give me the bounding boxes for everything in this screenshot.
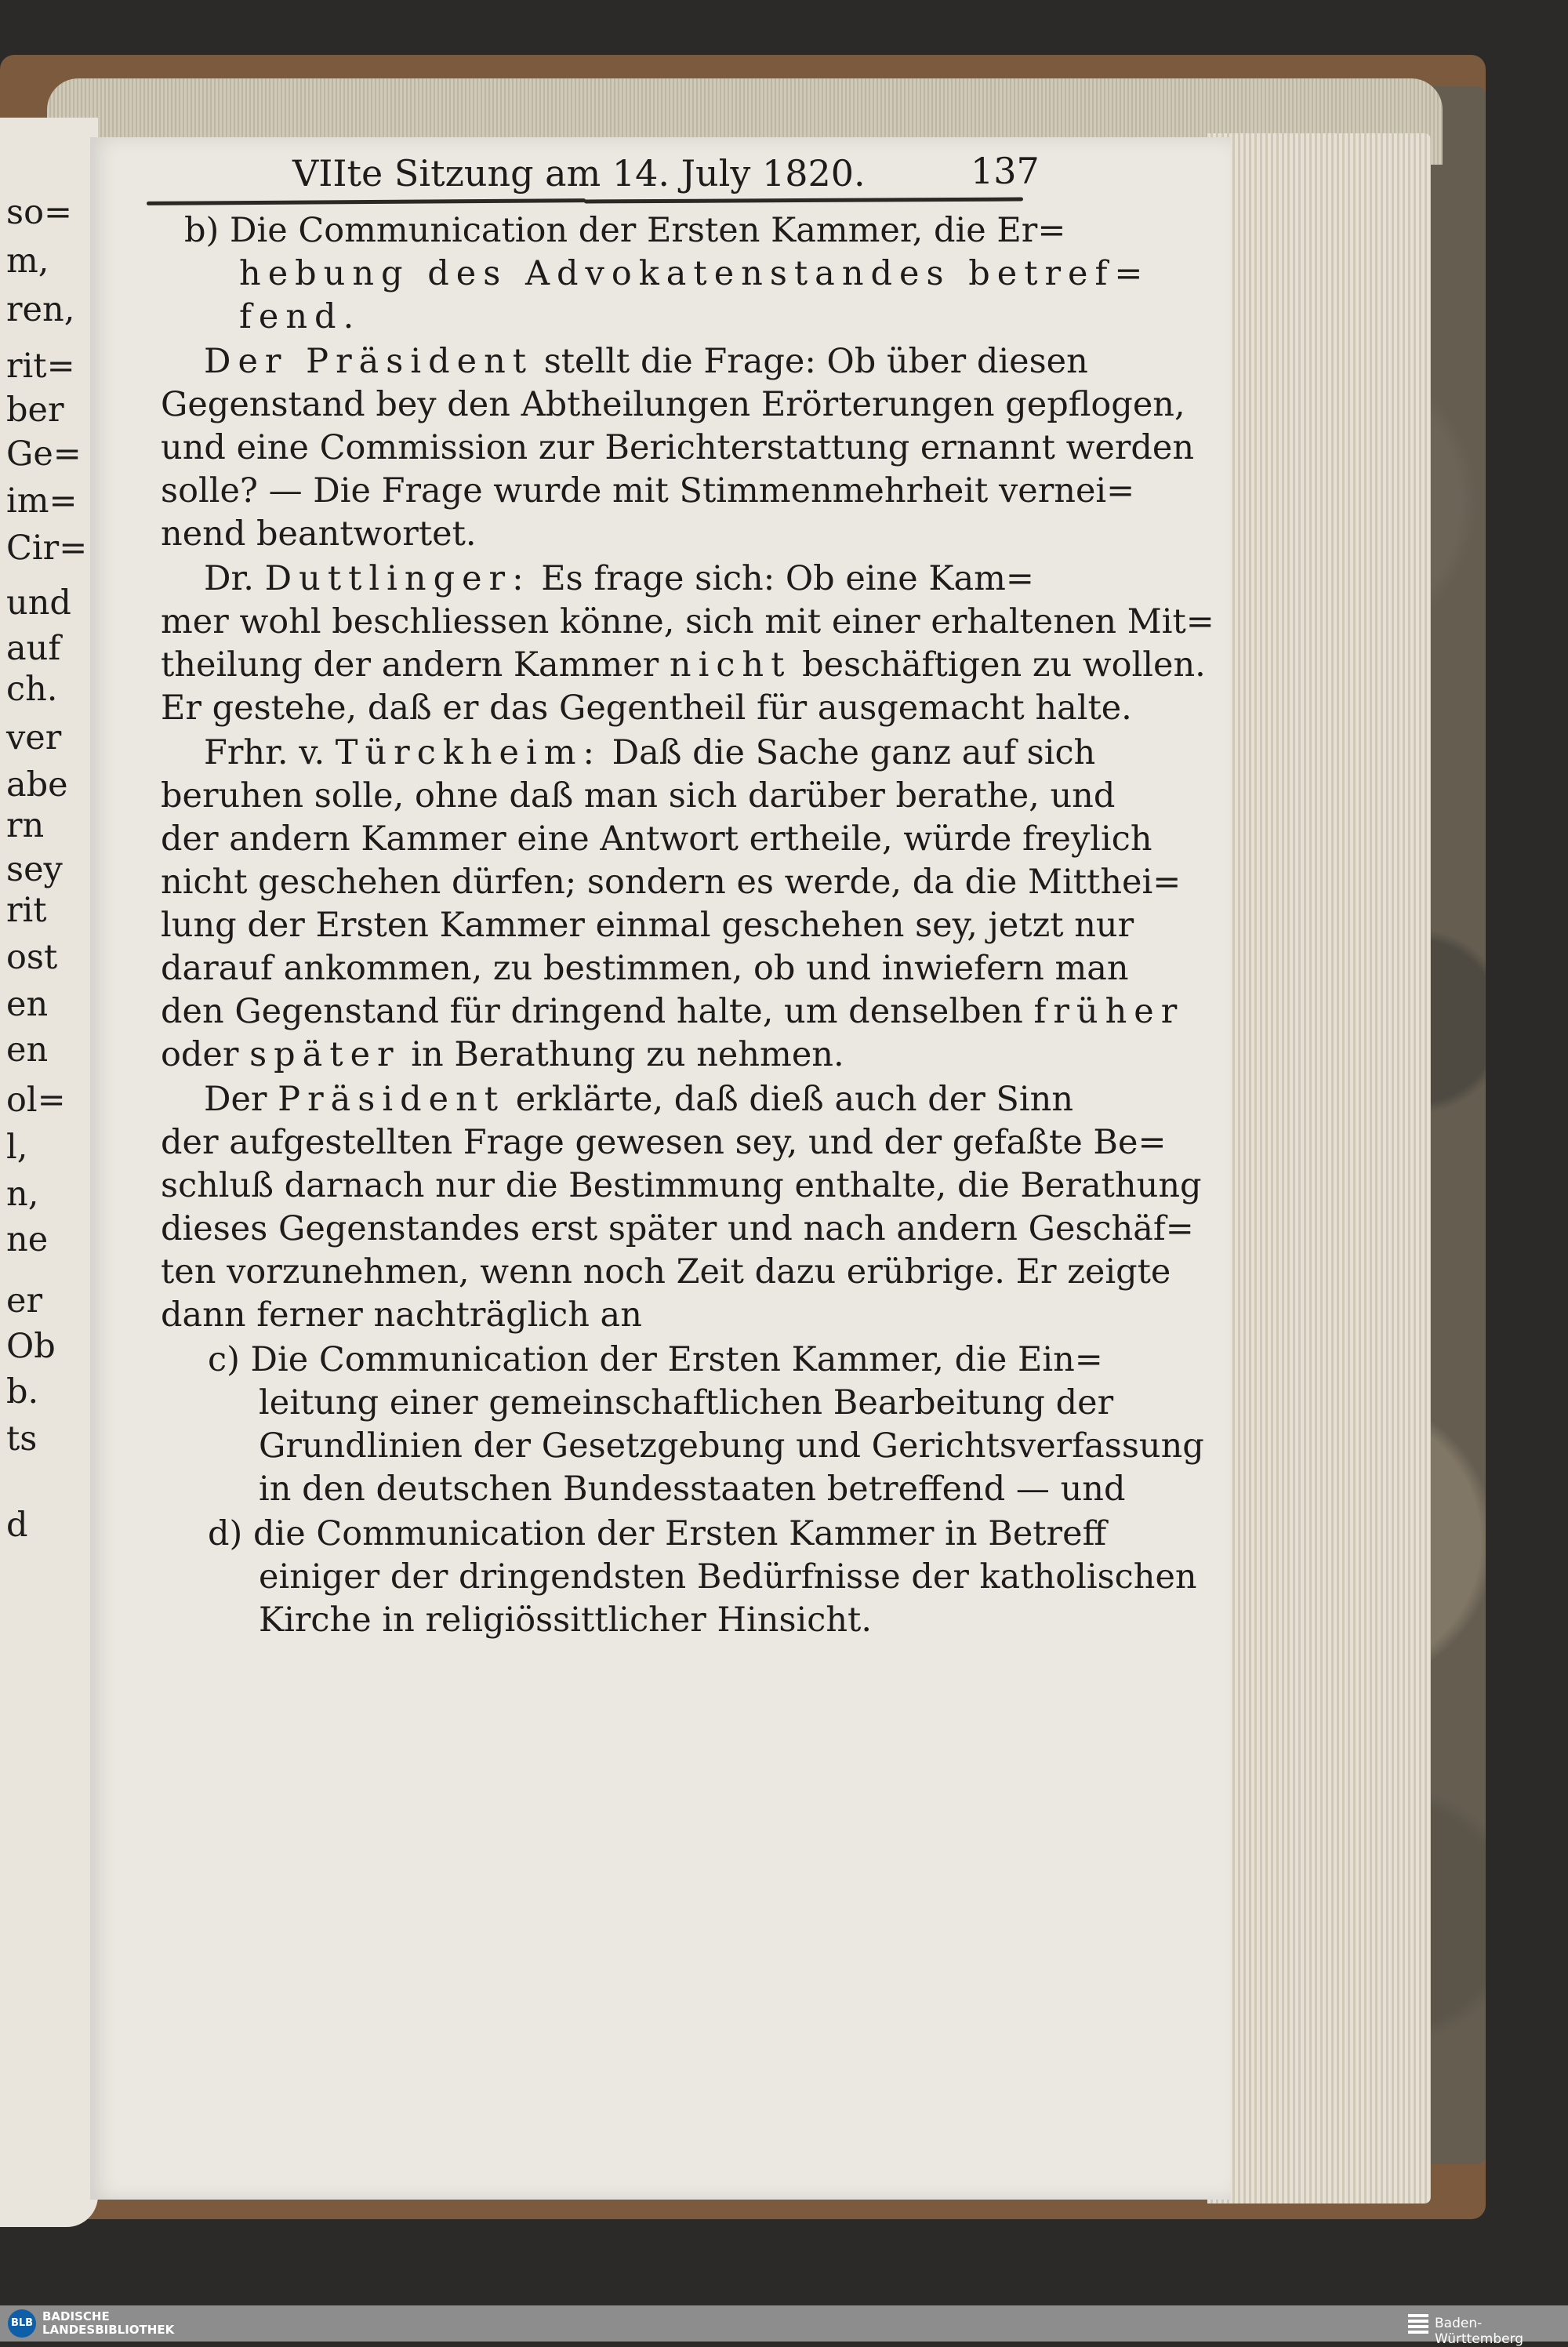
left-page-fragment: ch. [6, 670, 58, 709]
left-page-fragment: rn [6, 806, 45, 845]
left-page-fragment: sey [6, 850, 63, 889]
left-page-fragment: d [6, 1506, 28, 1545]
left-page-fragment: m, [6, 242, 49, 281]
text-line: b) Die Communication der Ersten Kammer, die Er= [184, 211, 1066, 250]
left-page-fragment: Ge= [6, 434, 82, 474]
text-line: dann ferner nachträglich an [161, 1295, 642, 1335]
text-line: hebung des Advokatenstandes betref= [239, 254, 1150, 293]
text-line: den Gegenstand für dringend halte, um denselben früher [161, 992, 1185, 1031]
text-line: ten vorzunehmen, wenn noch Zeit dazu erübrige. Er zeigte [161, 1252, 1171, 1292]
state-name: Baden-Württemberg [1435, 2316, 1524, 2347]
left-page-fragment: abe [6, 765, 68, 805]
text-line: oder später in Berathung zu nehmen. [161, 1035, 844, 1074]
text-line: Dr. Duttlinger: Es frage sich: Ob eine Kam= [204, 559, 1034, 598]
text-line: nicht geschehen dürfen; sondern es werde, da die Mitthei= [161, 863, 1181, 902]
page-number: 137 [971, 150, 1040, 192]
footer-bar [0, 2305, 1568, 2342]
coat-of-arms-icon [1406, 2312, 1430, 2335]
text-line: d) die Communication der Ersten Kammer in Betreff [208, 1514, 1107, 1553]
text-line: Frhr. v. Türckheim: Daß die Sache ganz auf sich [204, 733, 1096, 772]
left-page-fragment: ts [6, 1419, 38, 1459]
text-line: Der Präsident erklärte, daß dieß auch der Sinn [204, 1080, 1074, 1119]
left-page-fragment: Cir= [6, 529, 88, 568]
left-page-fragment: en [6, 1030, 49, 1070]
left-page-fragment: auf [6, 629, 61, 668]
left-page-fragment: en [6, 985, 49, 1024]
text-line: der aufgestellten Frage gewesen sey, und der gefaßte Be= [161, 1123, 1167, 1162]
text-line: theilung der andern Kammer nicht beschäftigen zu wollen. [161, 645, 1206, 685]
text-line: Gegenstand bey den Abtheilungen Erörterungen gepflogen, [161, 385, 1185, 424]
left-page-fragment: b. [6, 1372, 39, 1411]
text-line: dieses Gegenstandes erst später und nach andern Geschäf= [161, 1209, 1194, 1248]
text-line: Der Präsident stellt die Frage: Ob über diesen [204, 342, 1088, 381]
right-page [90, 137, 1231, 2200]
text-line: nend beantwortet. [161, 514, 477, 554]
page-stack-edge [1207, 133, 1431, 2203]
header-rule-left [147, 198, 586, 205]
text-line: lung der Ersten Kammer einmal geschehen sey, jetzt nur [161, 906, 1134, 945]
text-line: und eine Commission zur Berichterstattung ernannt werden [161, 428, 1195, 467]
left-page-fragment: rit= [6, 347, 75, 386]
text-line: schluß darnach nur die Bestimmung enthalte, die Berathung [161, 1166, 1202, 1205]
library-name: BADISCHE LANDESBIBLIOTHEK [42, 2309, 175, 2337]
blb-logo-icon: BLB [8, 2309, 36, 2338]
text-line: darauf ankommen, zu bestimmen, ob und inwiefern man [161, 949, 1129, 988]
left-page-fragment: rit [6, 891, 47, 930]
text-line: beruhen solle, ohne daß man sich darüber berathe, und [161, 776, 1116, 816]
left-page-fragment: ber [6, 391, 64, 430]
text-line: in den deutschen Bundesstaaten betreffend — und [259, 1470, 1126, 1509]
left-page-fragment: im= [6, 481, 78, 521]
text-line: Er gestehe, daß er das Gegentheil für ausgemacht halte. [161, 688, 1132, 728]
text-line: solle? — Die Frage wurde mit Stimmenmehrheit vernei= [161, 471, 1135, 510]
left-page-fragment: so= [6, 193, 72, 232]
left-page [0, 118, 98, 2227]
left-page-fragment: ost [6, 938, 58, 977]
text-line: mer wohl beschliessen könne, sich mit einer erhaltenen Mit= [161, 602, 1214, 641]
text-line: der andern Kammer eine Antwort ertheile, würde freylich [161, 819, 1152, 859]
text-line: Kirche in religiössittlicher Hinsicht. [259, 1600, 872, 1640]
text-line: leitung einer gemeinschaftlichen Bearbeitung der [259, 1383, 1114, 1422]
left-page-fragment: und [6, 583, 71, 623]
text-line: Grundlinien der Gesetzgebung und Gerichtsverfassung [259, 1426, 1204, 1466]
running-title: VIIte Sitzung am 14. July 1820. [292, 152, 866, 194]
header-rule-right [584, 198, 1023, 204]
left-page-fragment: ol= [6, 1081, 66, 1120]
text-line: fend. [239, 297, 361, 336]
left-page-fragment: er [6, 1281, 43, 1321]
text-line: c) Die Communication der Ersten Kammer, die Ein= [208, 1340, 1103, 1379]
text-line: einiger der dringendsten Bedürfnisse der katholischen [259, 1557, 1197, 1597]
left-page-fragment: l, [6, 1128, 28, 1167]
left-page-fragment: ver [6, 718, 62, 758]
left-page-fragment: Ob [6, 1327, 56, 1366]
left-page-fragment: ne [6, 1220, 49, 1259]
left-page-fragment: n, [6, 1175, 39, 1214]
left-page-fragment: ren, [6, 290, 75, 329]
